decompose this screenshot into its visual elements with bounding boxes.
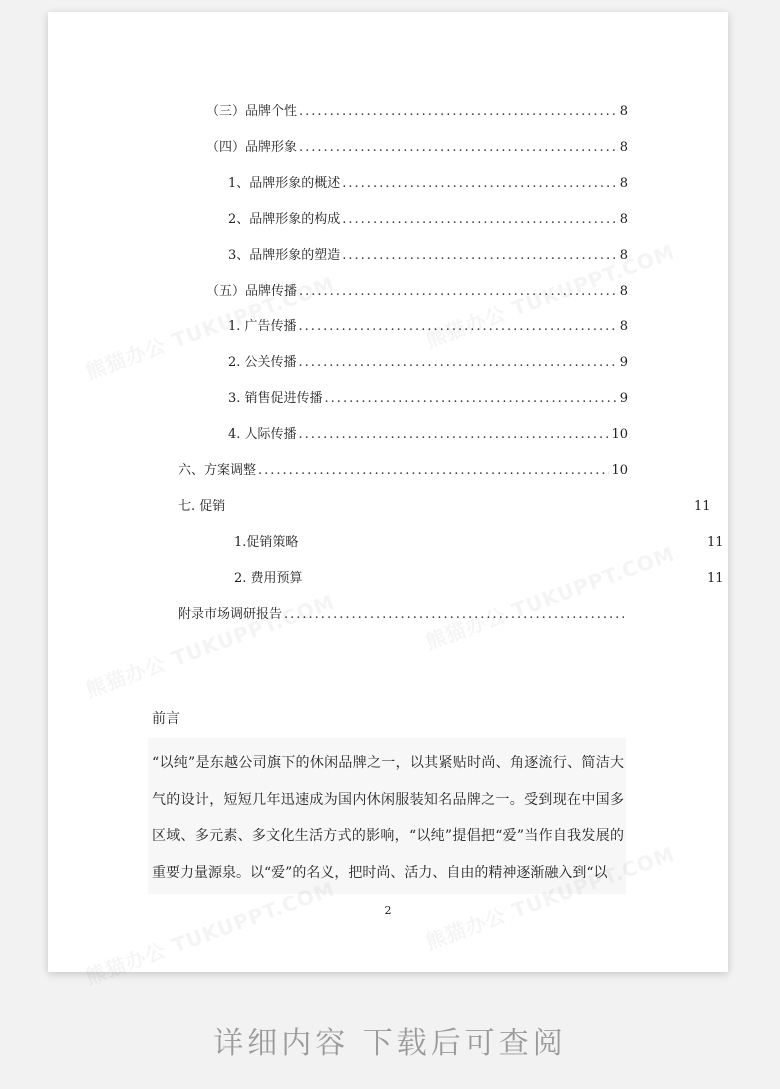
toc-page-budget: 11 xyxy=(707,571,724,586)
preface-title: 前言 xyxy=(152,711,180,727)
toc-leader xyxy=(325,389,618,409)
toc-page: 8 xyxy=(619,140,628,155)
toc-label-promotion[interactable]: 七. 促销 xyxy=(178,499,226,514)
page-number: 2 xyxy=(384,904,392,917)
toc-page: 8 xyxy=(619,176,628,191)
toc-leader xyxy=(342,246,617,266)
toc-label: 3. 销售促进传播 xyxy=(228,391,323,406)
toc-label: 2、品牌形象的构成 xyxy=(228,212,341,227)
toc-page: 8 xyxy=(619,212,628,227)
toc-label-promotion-strategy[interactable]: 1.促销策略 xyxy=(234,535,299,550)
toc-leader xyxy=(299,102,618,122)
toc-entry-image-composition[interactable] xyxy=(228,210,628,230)
toc-entry-brand-image[interactable] xyxy=(206,138,628,158)
toc-entry-image-shaping[interactable] xyxy=(228,246,628,266)
toc-page: 8 xyxy=(619,248,628,263)
toc-entry-brand-personality[interactable] xyxy=(206,102,628,122)
toc-entry-plan-adjustment[interactable] xyxy=(178,461,628,481)
toc-label: 六、方案调整 xyxy=(178,463,257,478)
toc-page: 9 xyxy=(619,391,628,406)
toc-page: 8 xyxy=(619,284,628,299)
toc-leader xyxy=(299,138,618,158)
toc-page: 10 xyxy=(611,463,628,478)
preface-body: “以纯”是东越公司旗下的休闲品牌之一，以其紧贴时尚、角逐流行、简洁大气的设计，短短几年迅速成为国内休闲服装知名品牌之一。受到现在中国多区域、多元素、多文化生活方式的影响，“以纯”提倡把“爱”当作自我发展的重要力量源泉。以“爱”的名义，把时尚、活力、自由的精神逐渐融入到“以 xyxy=(152,755,624,881)
footer-caption: 详细内容 下载后可查阅 xyxy=(213,1026,567,1061)
toc-label: 3、品牌形象的塑造 xyxy=(228,248,341,263)
toc-label: （三）品牌个性 xyxy=(206,104,298,119)
toc-leader xyxy=(342,174,617,194)
watermark xyxy=(421,538,678,655)
toc-page: 8 xyxy=(619,104,628,119)
document-page xyxy=(48,12,728,972)
toc-label: 附录市场调研报告 xyxy=(178,607,283,622)
toc-entry-sales-promotion-communication[interactable] xyxy=(228,389,628,409)
toc-label: 1. 广告传播 xyxy=(228,319,297,334)
toc-page: 8 xyxy=(619,319,628,334)
toc-page: 10 xyxy=(611,427,628,442)
toc-label: （四）品牌形象 xyxy=(206,140,298,155)
toc-leader xyxy=(342,210,617,230)
toc-entry-interpersonal-communication[interactable] xyxy=(228,425,628,445)
toc-leader xyxy=(299,353,618,373)
toc-page-promotion: 11 xyxy=(694,499,711,514)
toc-label: 4. 人际传播 xyxy=(228,427,297,442)
toc-leader xyxy=(258,461,609,481)
toc-page-promotion-strategy: 11 xyxy=(707,535,724,550)
toc-label: （五）品牌传播 xyxy=(206,284,298,299)
toc-leader xyxy=(299,425,610,445)
toc-page: 9 xyxy=(619,355,628,370)
watermark xyxy=(81,586,338,703)
toc-entry-pr-communication[interactable] xyxy=(228,353,628,373)
toc-label: 1、品牌形象的概述 xyxy=(228,176,341,191)
toc-entry-image-overview[interactable] xyxy=(228,174,628,194)
toc-label-budget[interactable]: 2. 费用预算 xyxy=(234,571,303,586)
toc-label: 2. 公关传播 xyxy=(228,355,297,370)
